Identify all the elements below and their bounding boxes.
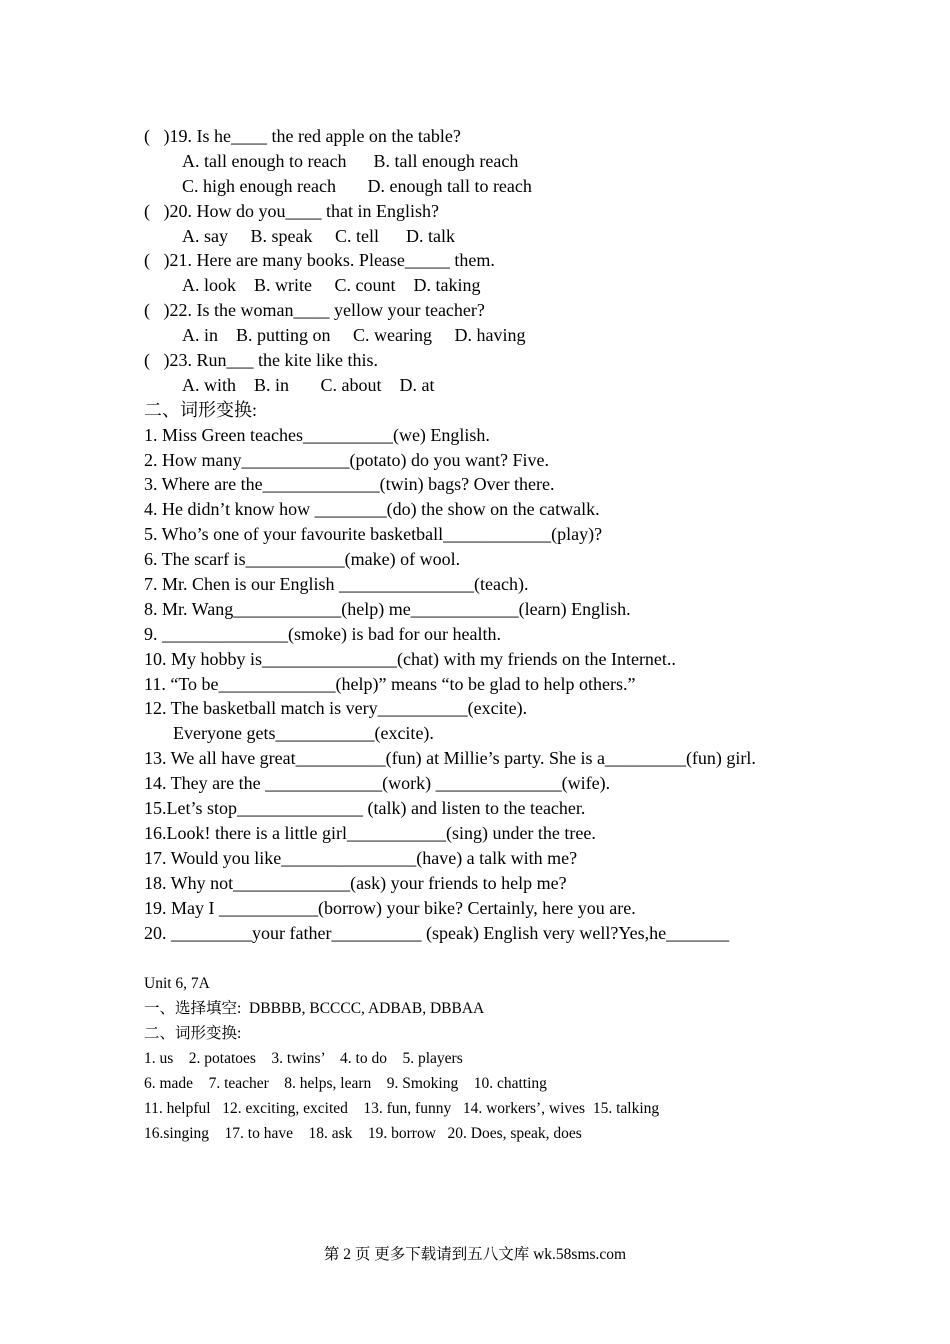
- word-form-item: 6. The scarf is___________(make) of wool.: [144, 549, 461, 570]
- answer-key: [144, 971, 844, 1146]
- word-form-item: 13. We all have great__________(fun) at Millie’s party. She is a_________(fun) girl.: [144, 748, 756, 769]
- word-form-item: 5. Who’s one of your favourite basketball____________(play)?: [144, 524, 603, 545]
- answer-section1: 一、选择填空: DBBBB, BCCCC, ADBAB, DBBAA: [144, 1000, 485, 1017]
- question-21-options: A. look B. write C. count D. taking: [182, 275, 481, 296]
- question-23: ( )23. Run___ the kite like this.: [144, 350, 378, 371]
- answer-line: 1. us 2. potatoes 3. twins’ 4. to do 5. players: [144, 1050, 463, 1067]
- word-form-item: 9. ______________(smoke) is bad for our health.: [144, 623, 501, 644]
- word-form-item: 8. Mr. Wang____________(help) me____________(learn) English.: [144, 598, 631, 619]
- question-19-options-c: C. high enough reach D. enough tall to reach: [182, 175, 532, 196]
- answer-line: 11. helpful 12. exciting, excited 13. fun, funny 14. workers’, wives 15. talking: [144, 1100, 660, 1117]
- question-20-options: A. say B. speak C. tell D. talk: [182, 225, 455, 246]
- question-19: ( )19. Is he____ the red apple on the table?: [144, 126, 461, 146]
- question-22: ( )22. Is the woman____ yellow your teacher?: [144, 300, 485, 321]
- word-form-item: 15.Let’s stop______________ (talk) and listen to the teacher.: [144, 798, 586, 819]
- word-form-item-continued: Everyone gets___________(excite).: [173, 723, 434, 744]
- question-19-options-a: A. tall enough to reach B. tall enough reach: [182, 150, 519, 171]
- word-form-item: 19. May I ___________(borrow) your bike? Certainly, here you are.: [144, 897, 636, 918]
- answer-line: 16.singing 17. to have 18. ask 19. borrow 20. Does, speak, does: [144, 1125, 582, 1142]
- word-form-item: 10. My hobby is_______________(chat) with my friends on the Internet..: [144, 648, 676, 669]
- word-form-item: 4. He didn’t know how ________(do) the show on the catwalk.: [144, 499, 600, 520]
- word-form-item: 3. Where are the_____________(twin) bags? Over there.: [144, 474, 555, 495]
- word-form-item: 11. “To be_____________(help)” means “to be glad to help others.”: [144, 673, 636, 694]
- word-form-item: 17. Would you like_______________(have) a talk with me?: [144, 847, 578, 868]
- page-footer: 第 2 页 更多下载请到五八文库 wk.58sms.com: [323, 1246, 627, 1263]
- answer-line: 6. made 7. teacher 8. helps, learn 9. Smoking 10. chatting: [144, 1075, 547, 1092]
- question-22-options: A. in B. putting on C. wearing D. having: [182, 325, 526, 346]
- section2-heading: 二、词形变换:: [144, 399, 258, 420]
- word-form-item: 2. How many____________(potato) do you want? Five.: [144, 449, 549, 470]
- word-form-item: 20. _________your father__________ (speak) English very well?Yes,he_______: [144, 922, 730, 943]
- word-form-item: 14. They are the _____________(work) ______________(wife).: [144, 773, 611, 794]
- word-form-item: 16.Look! there is a little girl___________(sing) under the tree.: [144, 822, 596, 843]
- word-form-item: 7. Mr. Chen is our English _______________(teach).: [144, 574, 529, 595]
- exercise-body: [144, 124, 844, 945]
- answer-section2-heading: 二、词形变换:: [144, 1025, 242, 1042]
- question-23-options: A. with B. in C. about D. at: [182, 374, 435, 395]
- question-20: ( )20. How do you____ that in English?: [144, 200, 439, 221]
- word-form-item: 1. Miss Green teaches__________(we) English.: [144, 424, 490, 445]
- word-form-item: 18. Why not_____________(ask) your friends to help me?: [144, 872, 567, 893]
- answer-unit-title: Unit 6, 7A: [144, 975, 210, 992]
- word-form-item: 12. The basketball match is very__________(excite).: [144, 698, 528, 719]
- question-21: ( )21. Here are many books. Please_____ them.: [144, 250, 495, 271]
